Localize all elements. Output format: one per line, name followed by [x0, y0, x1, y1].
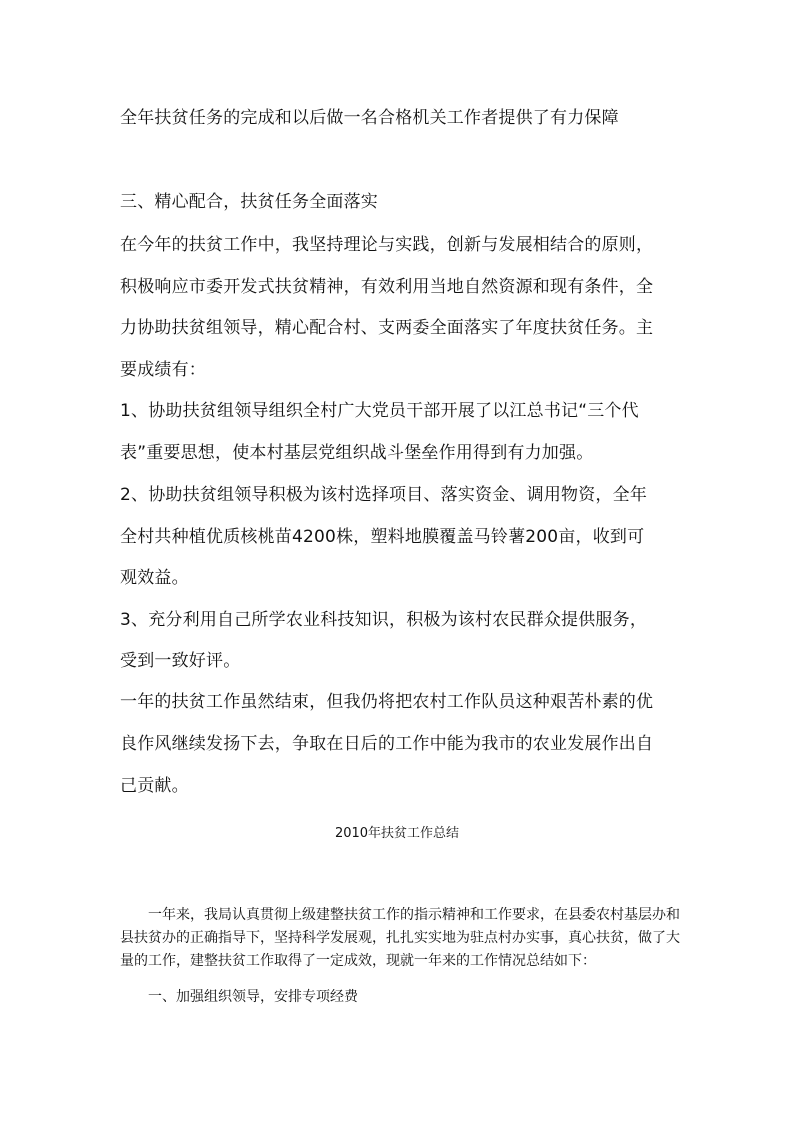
section3-para-line-2: 积极响应市委开发式扶贫精神，有效利用当地自然资源和现有条件，全: [120, 277, 654, 297]
section3-para-line-1: 在今年的扶贫工作中，我坚持理论与实践，创新与发展相结合的原则，: [120, 235, 654, 255]
closing-line-3: 己贡献。: [120, 776, 189, 796]
report-intro-line-2: 县扶贫办的正确指导下，坚持科学发展观，扎扎实实地为驻点村办实事，真心扶贫，做了大: [120, 930, 680, 946]
section3-para-line-4: 要成绩有：: [120, 360, 206, 380]
item2-line-2: 全村共种植优质核桃苗4200株，塑料地膜覆盖马铃薯200亩，收到可: [120, 527, 645, 547]
closing-line-1: 一年的扶贫工作虽然结束，但我仍将把农村工作队员这种艰苦朴素的优: [120, 692, 654, 712]
item1-line-1: 1、协助扶贫组领导组织全村广大党员干部开展了以江总书记“三个代: [120, 401, 639, 421]
item2-line-1: 2、协助扶贫组领导积极为该村选择项目、落实资金、调用物资，全年: [120, 485, 648, 505]
item3-line-2: 受到一致好评。: [120, 651, 241, 671]
section3-heading: 三、精心配合，扶贫任务全面落实: [120, 192, 378, 212]
report-title: 2010年扶贫工作总结: [334, 826, 460, 841]
top-line: 全年扶贫任务的完成和以后做一名合格机关工作者提供了有力保障: [120, 108, 619, 128]
item1-line-2: 表”重要思想，使本村基层党组织战斗堡垒作用得到有力加强。: [120, 443, 594, 463]
closing-line-2: 良作风继续发扬下去，争取在日后的工作中能为我市的农业发展作出自: [120, 734, 654, 754]
item2-line-3: 观效益。: [120, 568, 189, 588]
section3-para-line-3: 力协助扶贫组领导，精心配合村、支两委全面落实了年度扶贫任务。主: [120, 318, 654, 338]
report-intro-line-3: 量的工作，建整扶贫工作取得了一定成效，现就一年来的工作情况总结如下：: [120, 953, 596, 969]
report-section1-heading: 一、加强组织领导，安排专项经费: [148, 989, 358, 1005]
item3-line-1: 3、充分利用自己所学农业科技知识，积极为该村农民群众提供服务，: [120, 610, 648, 630]
report-intro-line-1: 一年来，我局认真贯彻上级建整扶贫工作的指示精神和工作要求，在县委农村基层办和: [148, 907, 680, 923]
